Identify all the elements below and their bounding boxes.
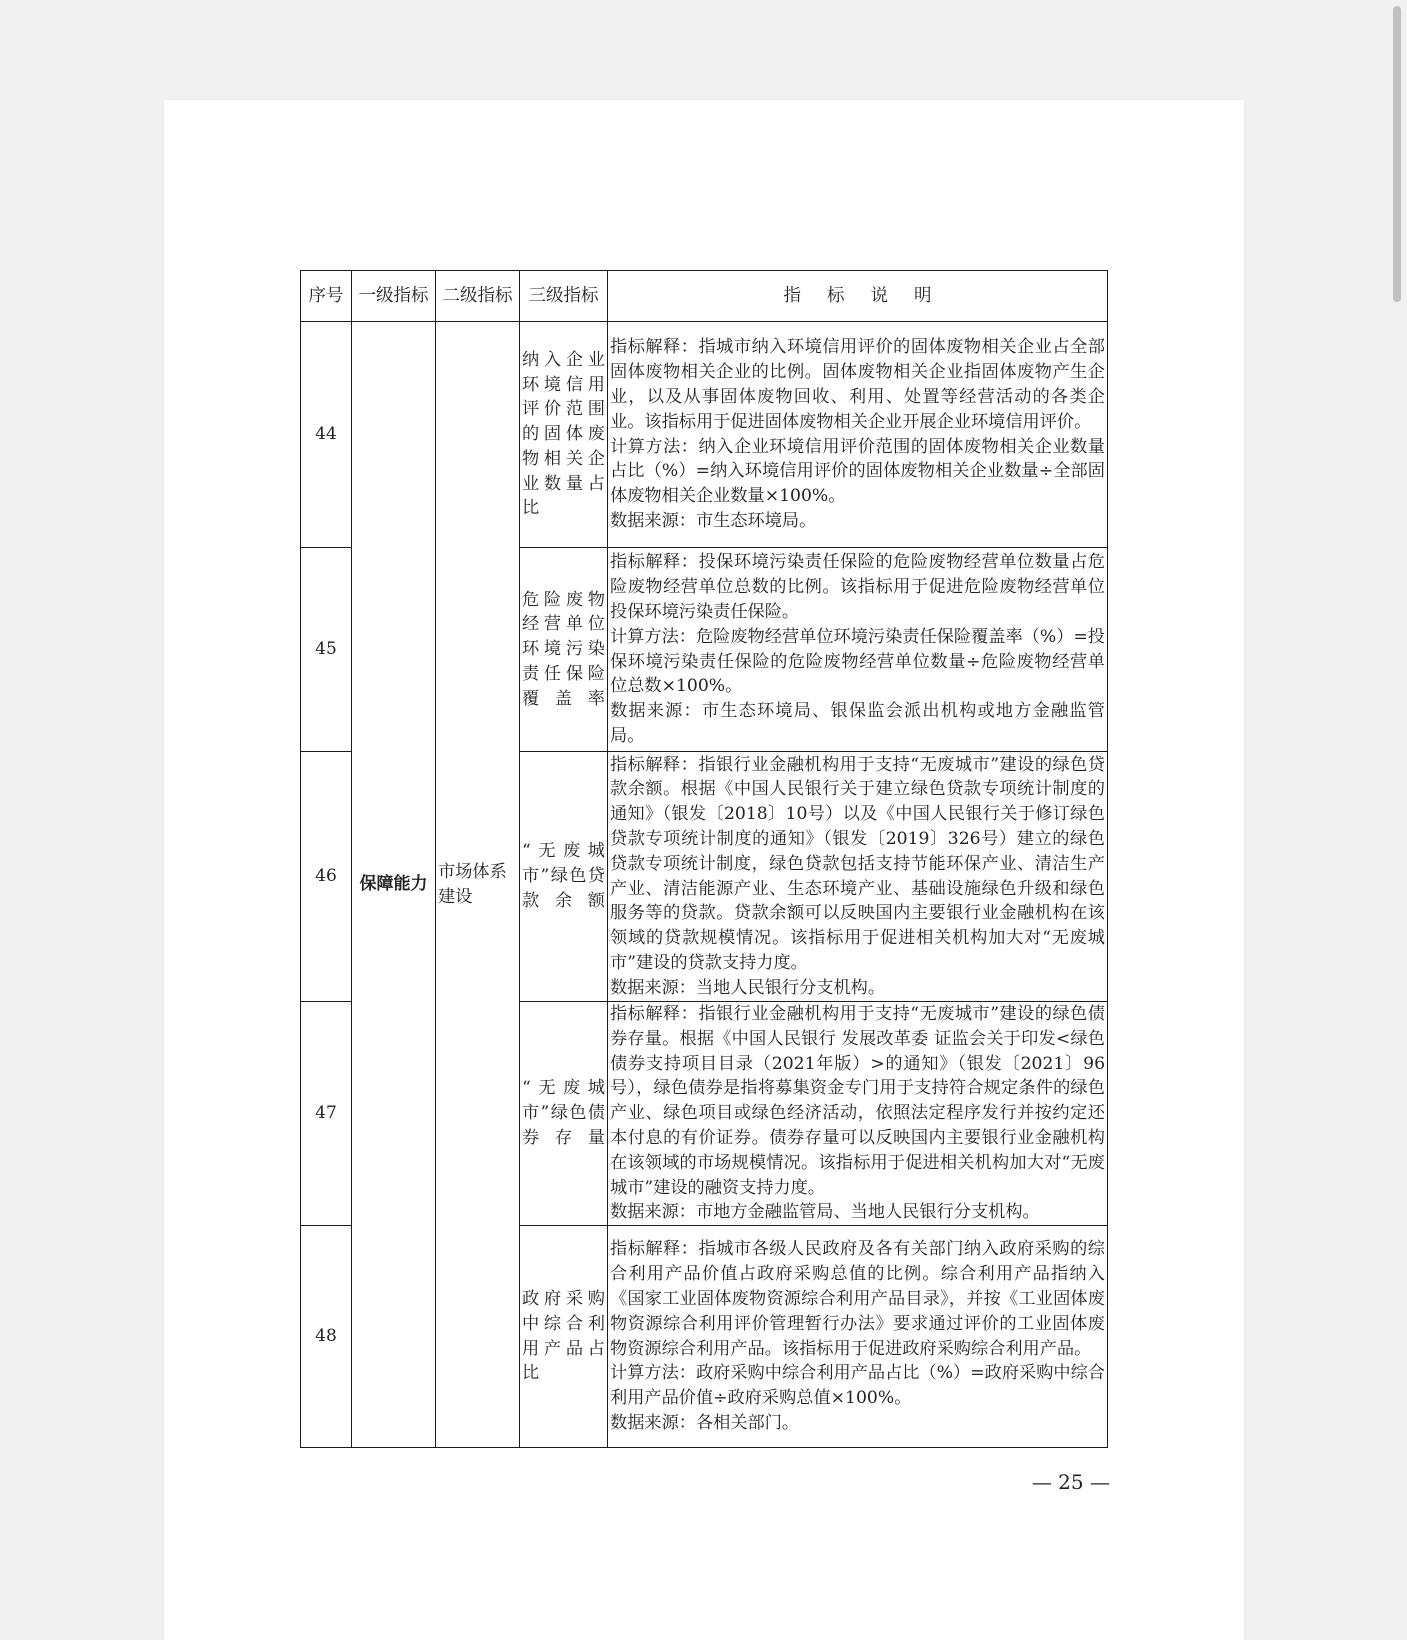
page-number: — 25 — (1031, 1470, 1110, 1494)
explain-text: 指标解释：指银行业金融机构用于支持“无废城市”建设的绿色债券存量。根据《中国人民银行 发展改革委 证监会关于印发<绿色债券支持项目目录（2021年版）>的通知》（银发〔2021〕96号），绿色债券是指将募集资金专门用于支持符合规定条件的绿色产业、绿色项目或绿色经济活动，依照法定程序发行并按约定还本付息的有价证券。债券存量可以反映国内主要银行业金融机构在该领域的市场规模情况。该指标用于促进相关机构加大对“无废城市”建设的融资支持力度。 (610, 1004, 1105, 1198)
header-level3: 三级指标 (520, 271, 608, 322)
level3-cell: 政府采购中综合利用产品占比 (520, 1226, 608, 1448)
level2-cell: 市场体系建设 (436, 322, 520, 1448)
level3-cell: “无废城市”绿色贷款余额 (520, 752, 608, 1002)
document-page (164, 100, 1244, 1640)
table-header-row (301, 271, 1108, 322)
source-text: 数据来源：市地方金融监管局、当地人民银行分支机构。 (610, 1202, 1040, 1223)
scrollbar-thumb[interactable] (1393, 6, 1401, 302)
explain-text: 指标解释：指银行业金融机构用于支持“无废城市”建设的绿色贷款余额。根据《中国人民银行关于建立绿色贷款专项统计制度的通知》（银发〔2018〕10号）以及《中国人民银行关于修订绿色贷款专项统计制度的通知》（银发〔2019〕326号）建立的绿色贷款专项统计制度，绿色贷款包括支持节能环保产业、清洁生产产业、清洁能源产业、生态环境产业、基础设施绿色升级和绿色服务等的贷款。贷款余额可以反映国内主要银行业金融机构在该领域的贷款规模情况。该指标用于促进相关机构加大对“无废城市”建设的贷款支持力度。 (610, 754, 1105, 973)
row-number: 47 (301, 1002, 352, 1226)
row-number: 48 (301, 1226, 352, 1448)
header-description: 指标说明 (608, 271, 1108, 322)
description-cell (608, 1226, 1108, 1448)
level1-cell: 保障能力 (352, 322, 436, 1448)
source-text: 数据来源：市生态环境局、银保监会派出机构或地方金融监管局。 (610, 701, 1105, 746)
description-cell (608, 752, 1108, 1002)
indicator-table (300, 270, 1108, 1448)
source-text: 数据来源：各相关部门。 (610, 1413, 800, 1434)
scrollbar[interactable] (1391, 0, 1403, 1627)
explain-text: 指标解释：指城市纳入环境信用评价的固体废物相关企业占全部固体废物相关企业的比例。固体废物相关企业指固体废物产生企业，以及从事固体废物回收、利用、处置等经营活动的各类企业。该指标用于促进固体废物相关企业开展企业环境信用评价。 (610, 337, 1105, 432)
explain-text: 指标解释：指城市各级人民政府及各有关部门纳入政府采购的综合利用产品价值占政府采购总值的比例。综合利用产品指纳入《国家工业固体废物资源综合利用产品目录》，并按《工业固体废物资源综合利用评价管理暂行办法》要求通过评价的工业固体废物资源综合利用产品。该指标用于促进政府采购综合利用产品。 (610, 1239, 1105, 1359)
level3-cell: “无废城市”绿色债券存量 (520, 1002, 608, 1226)
explain-text: 指标解释：投保环境污染责任保险的危险废物经营单位数量占危险废物经营单位总数的比例。该指标用于促进危险废物经营单位投保环境污染责任保险。 (610, 552, 1105, 622)
description-cell (608, 548, 1108, 752)
method-text: 计算方法：危险废物经营单位环境污染责任保险覆盖率（%）=投保环境污染责任保险的危险废物经营单位数量÷危险废物经营单位总数×100%。 (610, 626, 1105, 697)
source-text: 数据来源：当地人民银行分支机构。 (610, 977, 886, 998)
method-text: 计算方法：纳入企业环境信用评价范围的固体废物相关企业数量占比（%）=纳入环境信用评价的固体废物相关企业数量÷全部固体废物相关企业数量×100%。 (610, 436, 1105, 507)
method-text: 计算方法：政府采购中综合利用产品占比（%）=政府采购中综合利用产品价值÷政府采购总值×100%。 (610, 1363, 1105, 1409)
level3-cell: 纳入企业环境信用评价范围的固体废物相关企业数量占比 (520, 322, 608, 548)
row-number: 45 (301, 548, 352, 752)
description-cell (608, 1002, 1108, 1226)
header-level2: 二级指标 (436, 271, 520, 322)
row-number: 44 (301, 322, 352, 548)
source-text: 数据来源：市生态环境局。 (610, 510, 817, 531)
header-level1: 一级指标 (352, 271, 436, 322)
table-row (301, 322, 1108, 548)
row-number: 46 (301, 752, 352, 1002)
level3-cell: 危险废物经营单位环境污染责任保险覆盖率 (520, 548, 608, 752)
header-no: 序号 (301, 271, 352, 322)
description-cell (608, 322, 1108, 548)
